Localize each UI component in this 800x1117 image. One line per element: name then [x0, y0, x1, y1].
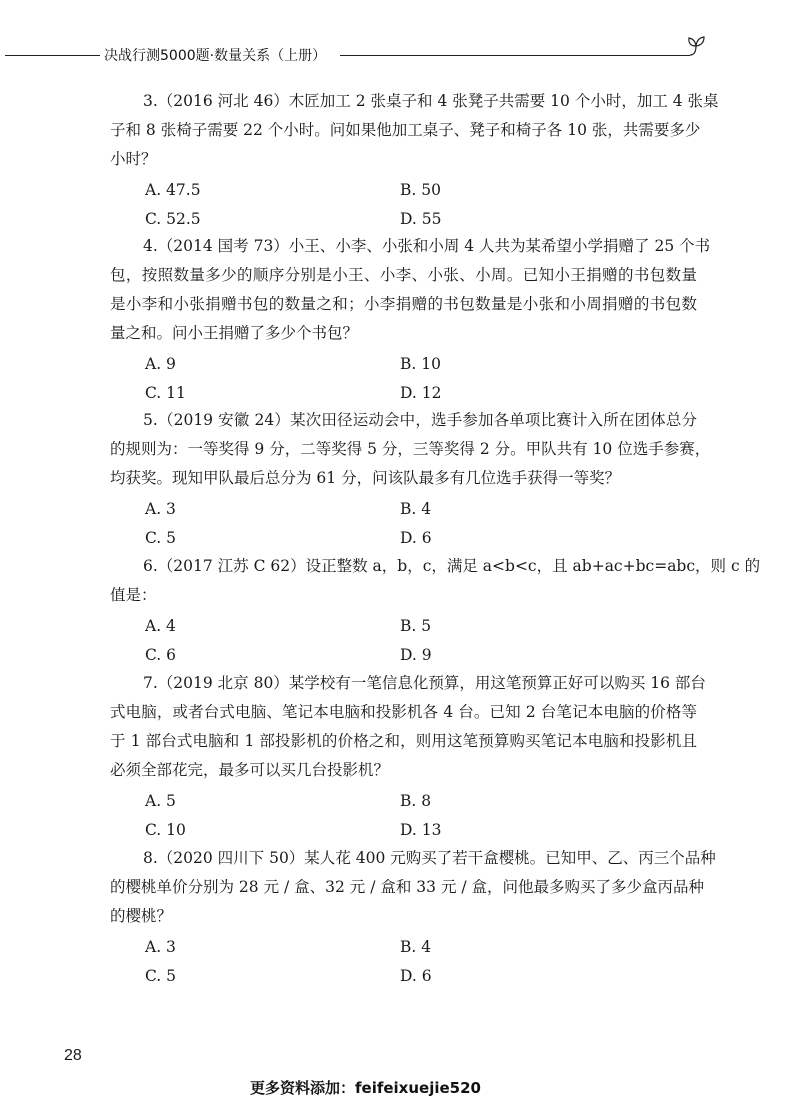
option-a: A. 9 [145, 355, 176, 373]
question-text-line: 小时？ [110, 150, 157, 168]
options-row [110, 816, 697, 845]
question-text-line: 3.（2016 河北 46）木匠加工 2 张桌子和 4 张凳子共需要 10 个小时，加工 4 张桌 [143, 92, 719, 110]
options-row [110, 641, 697, 670]
option-a: A. 5 [145, 792, 176, 810]
option-c: C. 5 [145, 967, 177, 985]
question-text-line: 的樱桃单价分别为 28 元 / 盒、32 元 / 盒和 33 元 / 盒，问他最多购买了多少盒丙品种 [110, 878, 705, 896]
header-rule-right [340, 55, 690, 56]
header-rule-left [5, 55, 100, 56]
option-b: B. 4 [400, 500, 432, 518]
options-row [110, 379, 697, 408]
footer-note: 更多资料添加：feifeixuejie520 [250, 1079, 481, 1097]
question-text-line: 量之和。问小王捐赠了多少个书包？ [110, 324, 359, 342]
option-c: C. 10 [145, 821, 186, 839]
question-text-line: 必须全部花完，最多可以买几台投影机？ [110, 761, 390, 779]
question-text-line: 值是： [110, 586, 157, 604]
option-d: D. 9 [400, 646, 432, 664]
question-text-line: 包，按照数量多少的顺序分别是小王、小李、小张、小周。已知小王捐赠的书包数量 [110, 266, 697, 284]
question-text-line: 式电脑，或者台式电脑、笔记本电脑和投影机各 4 台。已知 2 台笔记本电脑的价格等 [110, 703, 697, 721]
question-text-line: 子和 8 张椅子需要 22 个小时。问如果他加工桌子、凳子和椅子各 10 张，共需要多少 [110, 121, 701, 139]
option-a: A. 47.5 [145, 181, 201, 199]
question-text-line: 的规则为：一等奖得 9 分，二等奖得 5 分，三等奖得 2 分。甲队共有 10 位选手参赛， [110, 440, 711, 458]
options-row [110, 205, 697, 234]
question-5 [110, 406, 711, 553]
question-6 [110, 552, 761, 670]
option-d: D. 13 [400, 821, 442, 839]
question-text-line: 8.（2020 四川下 50）某人花 400 元购买了若干盒樱桃。已知甲、乙、丙三个品种 [143, 849, 716, 867]
question-3 [110, 87, 719, 234]
option-a: A. 3 [145, 938, 176, 956]
question-text-line: 4.（2014 国考 73）小王、小李、小张和小周 4 人共为某希望小学捐赠了 25 个书 [143, 237, 711, 255]
question-text-line: 均获奖。现知甲队最后总分为 61 分，问该队最多有几位选手获得一等奖？ [110, 469, 621, 487]
page-number: 28 [64, 1047, 82, 1064]
option-c: C. 52.5 [145, 210, 201, 228]
option-c: C. 6 [145, 646, 177, 664]
option-b: B. 10 [400, 355, 441, 373]
option-d: D. 12 [400, 384, 442, 402]
sprout-icon [682, 34, 712, 58]
question-text-line: 7.（2019 北京 80）某学校有一笔信息化预算，用这笔预算正好可以购买 16 部台 [143, 674, 706, 692]
options-row [110, 350, 697, 379]
options-row [110, 787, 697, 816]
question-text-line: 是小李和小张捐赠书包的数量之和；小李捐赠的书包数量是小张和小周捐赠的书包数 [110, 295, 697, 313]
option-c: C. 5 [145, 529, 177, 547]
question-8 [110, 844, 716, 991]
options-row [110, 524, 697, 553]
option-d: D. 6 [400, 967, 432, 985]
question-7 [110, 669, 706, 845]
question-text-line: 6.（2017 江苏 C 62）设正整数 a，b，c，满足 a<b<c，且 ab+ac+bc=abc，则 c 的 [143, 557, 761, 575]
options-row [110, 962, 697, 991]
option-b: B. 50 [400, 181, 441, 199]
options-row [110, 176, 697, 205]
options-row [110, 933, 697, 962]
question-text-line: 于 1 部台式电脑和 1 部投影机的价格之和，则用这笔预算购买笔记本电脑和投影机且 [110, 732, 697, 750]
options-row [110, 612, 697, 641]
option-b: B. 5 [400, 617, 432, 635]
option-b: B. 4 [400, 938, 432, 956]
running-header: 决战行测5000题·数量关系（上册） [104, 48, 327, 64]
question-text-line: 的樱桃？ [110, 907, 173, 925]
question-4 [110, 232, 711, 408]
options-row [110, 495, 697, 524]
option-b: B. 8 [400, 792, 432, 810]
option-a: A. 3 [145, 500, 176, 518]
option-c: C. 11 [145, 384, 186, 402]
option-d: D. 6 [400, 529, 432, 547]
question-text-line: 5.（2019 安徽 24）某次田径运动会中，选手参加各单项比赛计入所在团体总分 [143, 411, 697, 429]
option-d: D. 55 [400, 210, 442, 228]
option-a: A. 4 [145, 617, 176, 635]
